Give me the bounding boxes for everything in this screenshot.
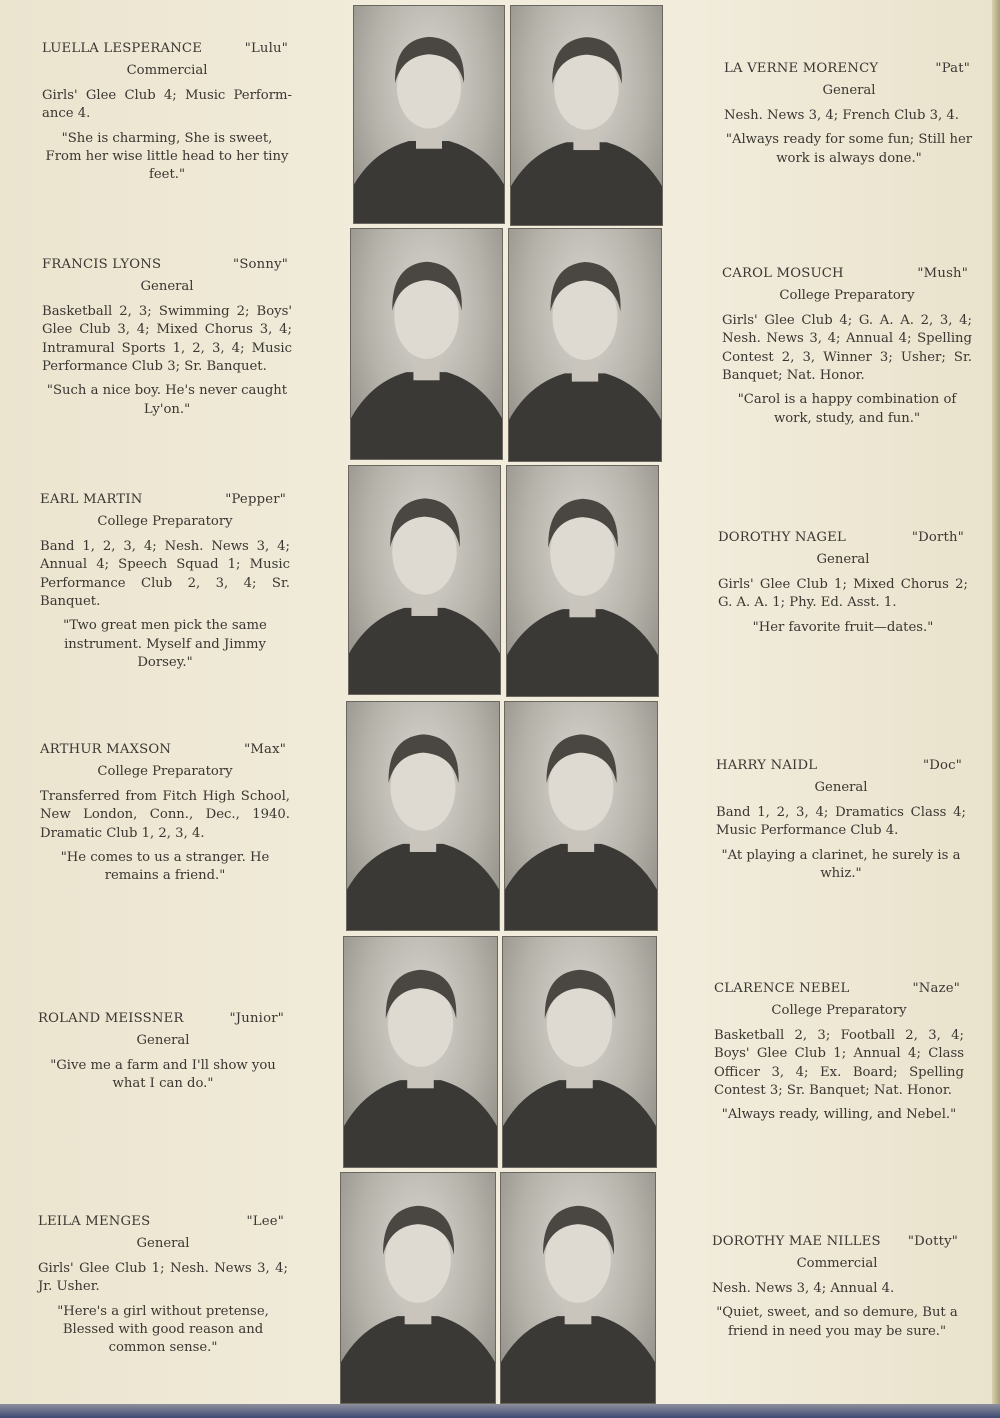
portrait-shoulders (347, 844, 499, 930)
student-entry-nilles (712, 1233, 962, 1341)
portrait-silhouette (501, 1173, 655, 1403)
student-entry-nebel (714, 980, 964, 1125)
student-name: HARRY NAIDL (716, 758, 818, 773)
student-activities: Girls' Glee Club 1; Mixed Chorus 2; G. A. A. 1; Phy. Ed. Asst. 1. (718, 576, 968, 611)
portrait-photo (343, 936, 498, 1168)
student-entry-maxson (40, 741, 290, 886)
student-name: CLARENCE NEBEL (714, 981, 850, 996)
student-course: General (816, 552, 870, 568)
student-quote: "Always ready for some fun; Still her work is always done." (725, 132, 973, 166)
student-name: FRANCIS LYONS (42, 257, 162, 272)
student-activities: Nesh. News 3, 4; Annual 4. (712, 1280, 895, 1296)
portrait-shoulders (507, 609, 658, 696)
portrait-silhouette (354, 6, 504, 223)
student-course: College Preparatory (771, 1003, 907, 1019)
portrait-photo (508, 228, 662, 462)
student-quote: "Always ready, willing, and Nebel." (721, 1107, 957, 1123)
student-entry-mosuch (722, 265, 972, 428)
student-course: Commercial (796, 1256, 878, 1272)
page-bottom-edge (0, 1404, 1000, 1418)
student-course: General (822, 83, 876, 99)
student-entry-morency (724, 60, 974, 168)
portrait-silhouette (505, 702, 657, 930)
student-course: College Preparatory (779, 288, 915, 304)
student-nickname: "Dorth" (911, 530, 964, 545)
student-course: Commercial (126, 63, 208, 79)
portrait-shoulders (511, 142, 662, 225)
student-activities: Band 1, 2, 3, 4; Dramatics Class 4; Music Performance Club 4. (716, 804, 966, 839)
student-nickname: "Sonny" (233, 257, 288, 272)
student-name: LUELLA LESPERANCE (42, 41, 203, 56)
student-entry-nagel (718, 529, 968, 637)
student-nickname: "Lulu" (244, 41, 288, 56)
student-nickname: "Lee" (246, 1214, 284, 1229)
student-course: General (814, 780, 868, 796)
student-name: DOROTHY NAGEL (718, 530, 846, 545)
student-entry-lesperance (42, 40, 292, 185)
portrait-silhouette (503, 937, 656, 1167)
portrait-photo (504, 701, 658, 931)
student-entry-meissner (38, 1010, 288, 1094)
portrait-shoulders (501, 1316, 655, 1403)
student-activities: Band 1, 2, 3, 4; Nesh. News 3, 4; Annual 4; Speech Squad 1; Music Performance Club 2, 3, 4; Sr. Banquet. (40, 538, 290, 610)
portrait-shoulders (509, 373, 661, 461)
portrait-photo (340, 1172, 496, 1404)
student-quote: "Her favorite fruit—dates." (752, 619, 934, 635)
student-name: DOROTHY MAE NILLES (712, 1234, 881, 1249)
student-activities: Girls' Glee Club 1; Nesh. News 3, 4; Jr. Usher. (38, 1260, 288, 1295)
student-entry-naidl (716, 757, 966, 883)
portrait-shoulders (344, 1080, 497, 1167)
student-activities: Nesh. News 3, 4; French Club 3, 4. (724, 107, 959, 123)
portrait-shoulders (354, 141, 504, 223)
student-nickname: "Pat" (935, 61, 970, 76)
student-activities: Basketball 2, 3; Swimming 2; Boys' Glee Club 3, 4; Mixed Chorus 3, 4; Intramural Sports 1, 2, 3, 4; Music Performance Club 3; Sr. Banquet. (42, 303, 292, 375)
student-quote: "She is charming, She is sweet, From her wise little head to her tiny feet." (45, 130, 289, 183)
portrait-photo (510, 5, 663, 226)
student-course: College Preparatory (97, 514, 233, 530)
student-name: LA VERNE MORENCY (724, 61, 879, 76)
portrait-shoulders (341, 1316, 495, 1403)
portrait-shoulders (505, 844, 657, 930)
portrait-silhouette (347, 702, 499, 930)
portrait-silhouette (349, 466, 500, 694)
portrait-photo (502, 936, 657, 1168)
student-activities: Girls' Glee Club 4; Music Perform- ance 4. (42, 87, 292, 122)
portrait-silhouette (344, 937, 497, 1167)
student-quote: "Here's a girl without pretense, Blessed with good reason and common sense." (57, 1303, 269, 1356)
portrait-silhouette (507, 466, 658, 696)
student-nickname: "Mush" (917, 266, 968, 281)
page-binding-edge (992, 0, 1000, 1418)
student-name: ROLAND MEISSNER (38, 1011, 184, 1026)
portrait-shoulders (349, 608, 500, 694)
portrait-photo (353, 5, 505, 224)
student-quote: "Carol is a happy combination of work, study, and fun." (737, 392, 957, 426)
student-entry-martin (40, 491, 290, 673)
student-activities: Basketball 2, 3; Football 2, 3, 4; Boys' Glee Club 1; Annual 4; Class Officer 3, 4; Ex. Board; Spelling Contest 3; Sr. Banquet; Nat. Honor. (714, 1027, 964, 1099)
portrait-photo (346, 701, 500, 931)
portrait-silhouette (509, 229, 661, 461)
student-course: College Preparatory (97, 764, 233, 780)
student-quote: "Give me a farm and I'll show you what I can do." (50, 1057, 276, 1092)
student-quote: "At playing a clarinet, he surely is a whiz." (721, 847, 961, 882)
student-activities: Girls' Glee Club 4; G. A. A. 2, 3, 4; Nesh. News 3, 4; Annual 4; Spelling Contest 2, 3, Winner 3; Usher; Sr. Banquet; Nat. Honor. (722, 312, 972, 384)
student-course: General (140, 279, 194, 295)
student-quote: "Quiet, sweet, and so demure, But a friend in need you may be sure." (716, 1305, 958, 1339)
student-course: General (136, 1236, 190, 1252)
student-nickname: "Doc" (922, 758, 962, 773)
student-entry-menges (38, 1213, 288, 1358)
portrait-photo (500, 1172, 656, 1404)
student-activities: Transferred from Fitch High School, New London, Conn., Dec., 1940. Dramatic Club 1, 2, 3, 4. (40, 788, 290, 841)
portrait-photo (348, 465, 501, 695)
student-name: LEILA MENGES (38, 1214, 151, 1229)
portrait-photo (506, 465, 659, 697)
portrait-shoulders (351, 372, 502, 459)
portrait-silhouette (341, 1173, 495, 1403)
portrait-silhouette (351, 229, 502, 459)
student-course: General (136, 1033, 190, 1049)
student-nickname: "Max" (244, 742, 286, 757)
student-nickname: "Naze" (912, 981, 960, 996)
student-nickname: "Junior" (229, 1011, 284, 1026)
student-nickname: "Dotty" (907, 1234, 958, 1249)
student-quote: "Two great men pick the same instrument. Myself and Jimmy Dorsey." (63, 618, 267, 671)
student-quote: "He comes to us a stranger. He remains a friend." (60, 850, 270, 884)
portrait-shoulders (503, 1080, 656, 1167)
student-entry-lyons (42, 256, 292, 419)
student-name: ARTHUR MAXSON (40, 742, 172, 757)
student-name: CAROL MOSUCH (722, 266, 844, 281)
portrait-photo (350, 228, 503, 460)
student-quote: "Such a nice boy. He's never caught Ly'on." (46, 383, 288, 417)
student-name: EARL MARTIN (40, 492, 143, 507)
portrait-silhouette (511, 6, 662, 225)
student-nickname: "Pepper" (225, 492, 286, 507)
